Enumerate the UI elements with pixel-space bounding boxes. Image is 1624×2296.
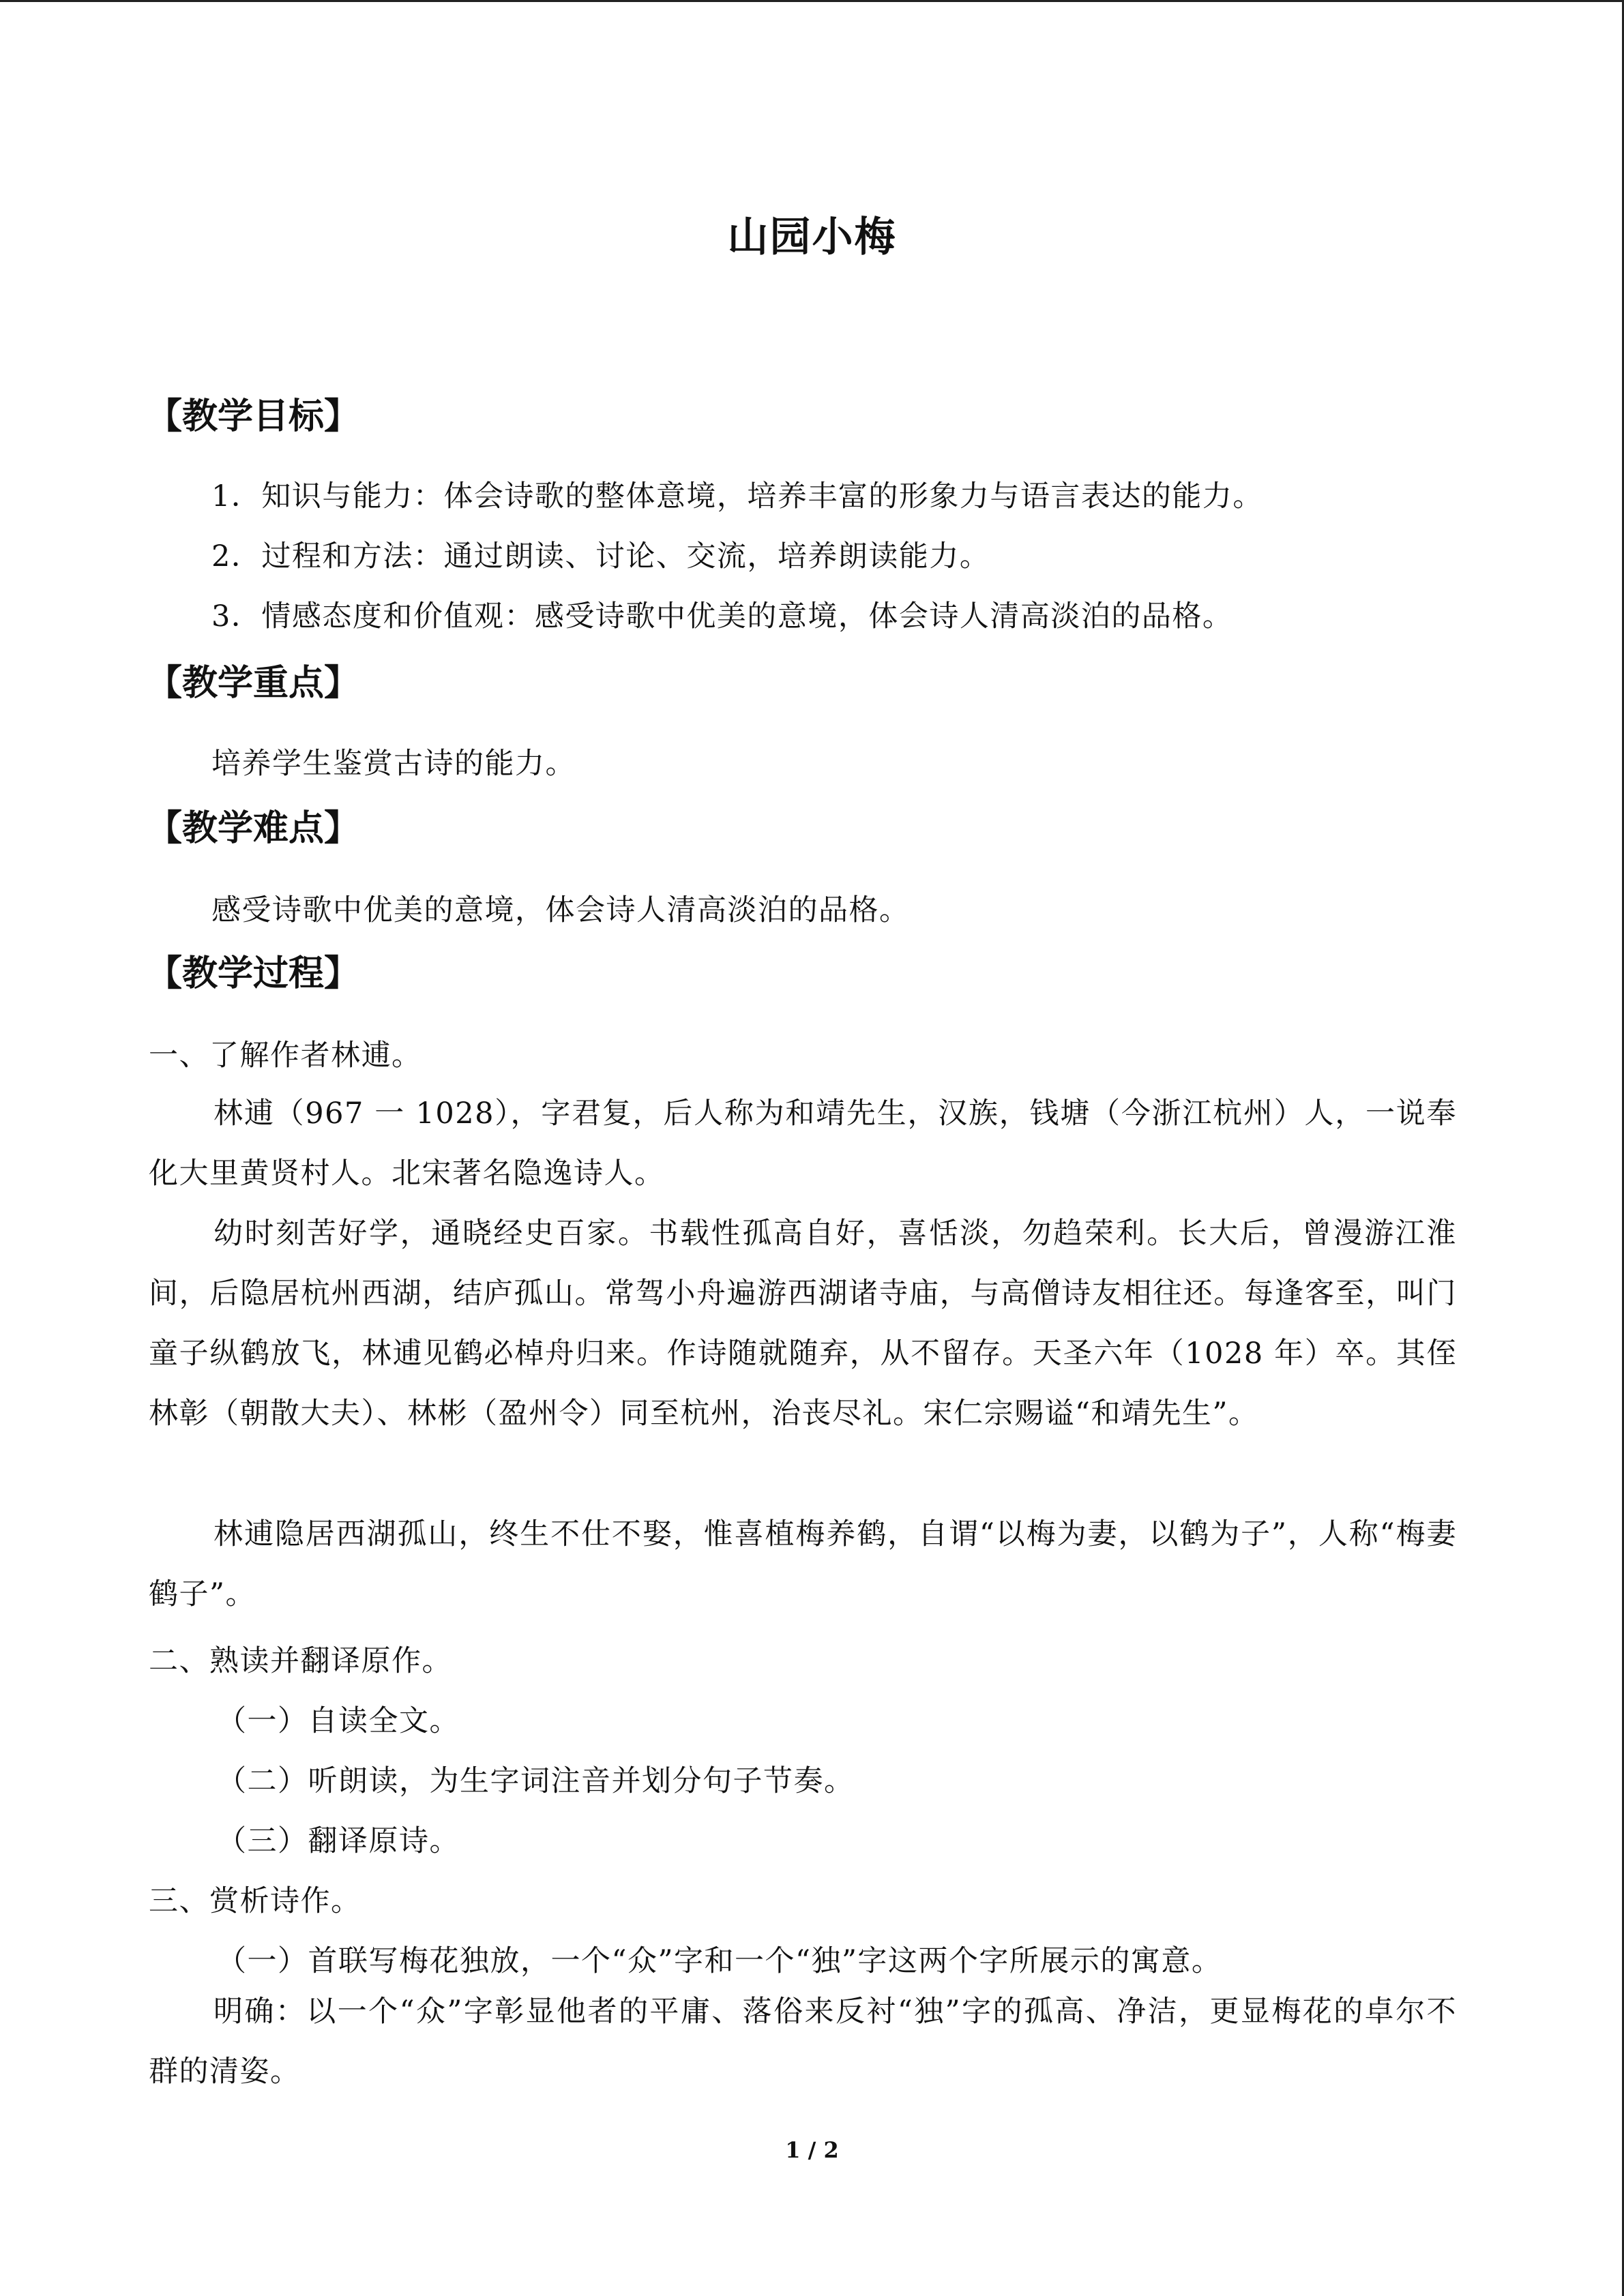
author-bio-paragraph-1: 林逋（967 一 1028），字君复，后人称为和靖先生，汉族，钱塘（今浙江杭州）人，一说奉化大里黄贤村人。北宋著名隐逸诗人。 [149, 1097, 1457, 1191]
process-step-2-sub-b: （二）听朗读，为生字词注音并划分句子节奏。 [217, 1764, 855, 1798]
section-heading-difficulty: 【教学难点】 [147, 808, 360, 849]
difficulty-text: 感受诗歌中优美的意境，体会诗人清高淡泊的品格。 [211, 893, 910, 927]
page-title: 山园小梅 [727, 213, 897, 261]
section-heading-focus: 【教学重点】 [147, 663, 360, 704]
process-step-2: 二、熟读并翻译原作。 [149, 1644, 452, 1678]
author-bio-paragraph-3: 林逋隐居西湖孤山，终生不仕不娶，惟喜植梅养鹤，自谓“以梅为妻，以鹤为子”，人称“梅妻鹤子”。 [149, 1517, 1457, 1611]
process-step-3: 三、赏析诗作。 [149, 1884, 361, 1918]
section-heading-goals: 【教学目标】 [147, 396, 360, 437]
process-step-1: 一、了解作者林逋。 [149, 1039, 422, 1073]
process-step-3-answer: 明确：以一个“众”字彰显他者的平庸、落俗来反衬“独”字的孤高、净洁，更显梅花的卓尔不群的清姿。 [149, 1995, 1457, 2089]
page-number: 1 / 2 [785, 2137, 839, 2163]
goal-item-3: 3．情感态度和价值观：感受诗歌中优美的意境，体会诗人清高淡泊的品格。 [211, 599, 1233, 633]
process-step-2-sub-c: （三）翻译原诗。 [217, 1824, 460, 1858]
focus-text: 培养学生鉴赏古诗的能力。 [211, 747, 576, 781]
author-bio-paragraph-2: 幼时刻苦好学，通晓经史百家。书载性孤高自好，喜恬淡，勿趋荣利。长大后，曾漫游江淮间，后隐居杭州西湖，结庐孤山。常驾小舟遍游西湖诸寺庙，与高僧诗友相往还。每逢客至，叫门童子纵鹤放飞，林逋见鹤必棹舟归来。作诗随就随弃，从不留存。天圣六年（1028 年）卒。其侄林彰（朝散大夫）、林彬（盈州令）同至杭州，治丧尽礼。宋仁宗赐谥“和靖先生”。 [149, 1217, 1457, 1431]
section-heading-process: 【教学过程】 [147, 953, 360, 994]
process-step-3-sub-a: （一）首联写梅花独放，一个“众”字和一个“独”字这两个字所展示的寓意。 [217, 1944, 1222, 1978]
goal-item-2: 2．过程和方法：通过朗读、讨论、交流，培养朗读能力。 [211, 539, 990, 573]
process-step-2-sub-a: （一）自读全文。 [217, 1704, 460, 1738]
goal-item-1: 1．知识与能力：体会诗歌的整体意境，培养丰富的形象力与语言表达的能力。 [211, 479, 1263, 513]
